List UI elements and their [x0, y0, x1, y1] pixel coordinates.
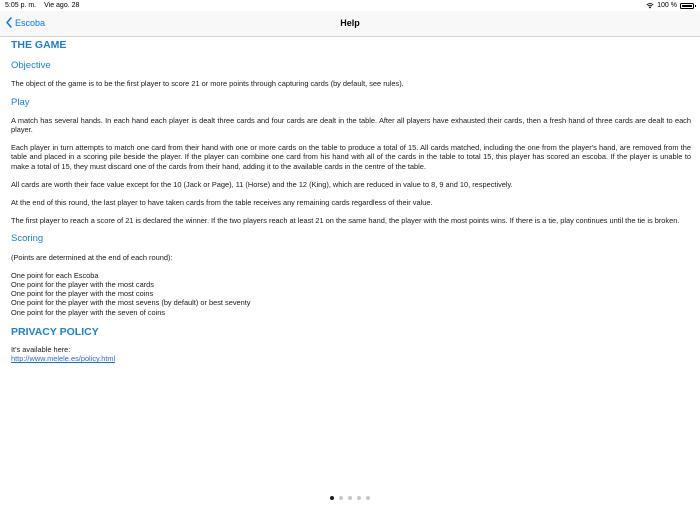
page-title: Help [340, 18, 360, 28]
play-paragraph: The first player to reach a score of 21 is declared the winner. If the two players reach at least 21 on the same hand, the player with the most points wins. If there is a tie, play continues until the tie is broken. [11, 216, 680, 226]
section-title-objective: Objective [11, 60, 51, 72]
section-title-play: Play [11, 96, 30, 108]
battery-percent: 100 % [657, 2, 677, 9]
scoring-item: One point for the player with the most sevens (by default) or best seventy [11, 298, 251, 308]
scoring-list [11, 271, 691, 317]
status-time: 5:05 p. m. [5, 2, 37, 9]
privacy-policy-link[interactable]: http://www.melele.es/policy.html [11, 354, 116, 364]
scoring-item: One point for the player with the seven of coins [11, 307, 166, 317]
page-indicator[interactable] [0, 496, 700, 502]
play-paragraph: A match has several hands. In each hand each player is dealt three cards and four cards are dealt in the table. After all players have exhausted their cards, then a fresh hand of three cards are dealt to each player. [11, 115, 691, 135]
page-dot[interactable] [366, 496, 370, 500]
page-dot[interactable] [357, 496, 361, 500]
page-dot[interactable] [348, 496, 352, 500]
wifi-icon [646, 3, 654, 9]
status-left [5, 2, 85, 9]
back-button-label: Escoba [15, 17, 46, 28]
section-title-game: THE GAME [11, 39, 67, 51]
play-paragraph: Each player in turn attempts to match one card from their hand with one or more cards on the table to produce a total of 15. All cards matched, including the one from the player's hand, are removed from the table and placed in a scoring pile beside the player. If the player can combine one card from his hand with all of the cards in the table to total 15, this player has scored an escoba. If the player is unable to make a total of 15, they must discard one of the cards from their hand, adding it to the available cards in the centre of the table. [11, 143, 691, 171]
status-right [646, 2, 694, 9]
play-paragraph: At the end of this round, the last player to have taken cards from the table receives any remaining cards regardless of their value. [11, 198, 433, 208]
battery-icon [680, 3, 694, 9]
section-title-scoring: Scoring [11, 233, 44, 245]
scoring-intro: (Points are determined at the end of each round): [11, 252, 173, 262]
page-dot-active[interactable] [330, 496, 334, 500]
scoring-item: One point for the player with the most coins [11, 289, 154, 299]
play-paragraph: All cards are worth their face value except for the 10 (Jack or Page), 11 (Horse) and the 12 (King), which are reduced in value to 8, 9 and 10, respectively. [11, 179, 513, 189]
status-date: Vie ago. 28 [44, 2, 80, 9]
page-dot[interactable] [339, 496, 343, 500]
objective-text: The object of the game is to be the first player to score 21 or more points through capturing cards (by default, see rules). [11, 79, 404, 89]
navigation-bar [0, 11, 700, 37]
status-bar [0, 0, 700, 11]
help-content [11, 41, 691, 363]
scoring-item: One point for each Escoba [11, 270, 99, 280]
privacy-text: It's available here: [11, 345, 71, 355]
section-title-privacy: PRIVACY POLICY [11, 325, 99, 338]
scoring-item: One point for the player with the most cards [11, 280, 154, 290]
